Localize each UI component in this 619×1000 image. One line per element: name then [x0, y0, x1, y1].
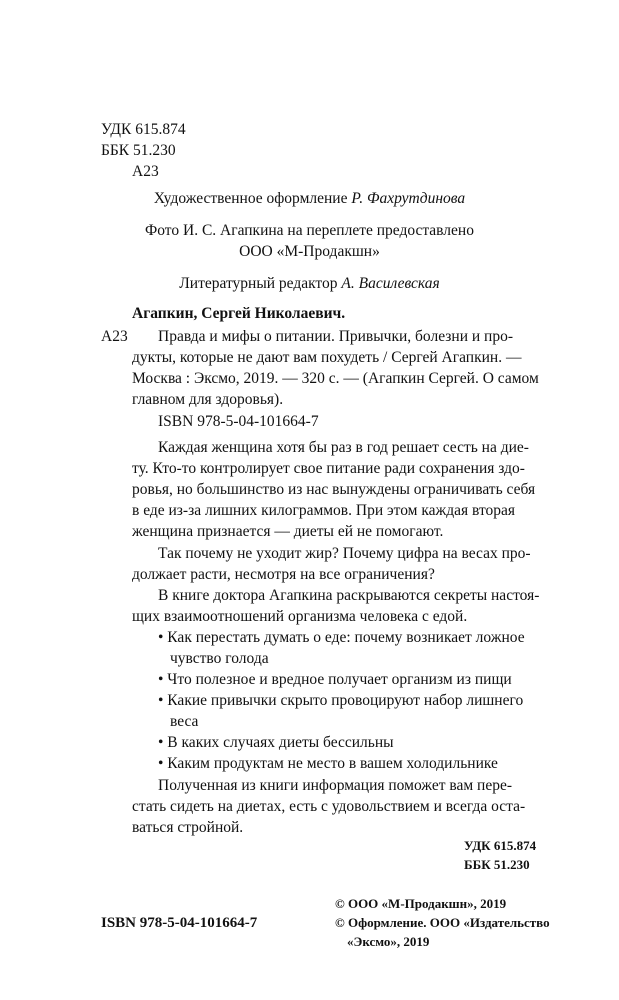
bibliography-author: Агапкин, Сергей Николаевич. — [132, 305, 346, 322]
bullet-item: • Что полезное и вредное получает организм из пищи — [158, 671, 512, 688]
photo-credit-line2: ООО «М-Продакшн» — [239, 243, 380, 260]
bullet-item: • Каким продуктам не место в вашем холодильнике — [158, 755, 498, 772]
bibliography-line: дукты, которые не дают вам похудеть / Сергей Агапкин. — — [132, 349, 522, 366]
bibliography-line: главном для здоровья). — [132, 391, 284, 408]
annotation-line: В книге доктора Агапкина раскрываются секреты настоя- — [158, 587, 540, 604]
annotation-line: щих взаимоотношений организма человека с едой. — [132, 608, 468, 625]
photo-credit-line1: Фото И. С. Агапкина на переплете предоставлено — [145, 222, 474, 239]
bullet-item-continuation: чувство голода — [170, 650, 269, 667]
bibliography-isbn: ISBN 978-5-04-101664-7 — [158, 413, 319, 430]
editor-credit-prefix: Литературный редактор — [179, 275, 338, 292]
author-mark: А23 — [132, 163, 159, 180]
annotation-line: ту. Кто-то контролирует свое питание ради сохранения здо- — [132, 460, 525, 477]
annotation-line: женщина признается — диеты ей не помогают. — [132, 523, 444, 540]
closing-line: стать сидеть на диетах, есть с удовольствием и всегда оста- — [132, 798, 526, 815]
annotation-line: в еде из-за лишних килограммов. При этом каждая вторая — [132, 502, 516, 519]
footer-udk-code: УДК 615.874 — [464, 838, 537, 853]
copyright-line: © Оформление. ООО «Издательство — [335, 915, 550, 930]
closing-line: ваться стройной. — [132, 819, 244, 836]
bullet-item: • Какие привычки скрыто провоцируют набор лишнего — [158, 692, 524, 709]
footer-isbn: ISBN 978-5-04-101664-7 — [101, 915, 258, 931]
bibliography-line: Правда и мифы о питании. Привычки, болезни и про- — [158, 328, 513, 345]
design-credit-name: Р. Фахрутдинова — [351, 190, 466, 207]
bibliography-mark: А23 — [101, 328, 128, 345]
design-credit — [0, 188, 619, 210]
editor-credit — [0, 273, 619, 295]
copyright-line: © ООО «М-Продакшн», 2019 — [335, 896, 507, 911]
annotation-line: ровья, но большинство из нас вынуждены ограничивать себя — [132, 481, 536, 498]
design-credit-prefix: Художественное оформление — [153, 190, 348, 207]
bbk-code: ББК 51.230 — [101, 142, 176, 159]
editor-credit-name: А. Василевская — [341, 275, 440, 292]
footer-bbk-code: ББК 51.230 — [464, 857, 530, 872]
copyright-line: «Эксмо», 2019 — [347, 934, 430, 949]
udk-code: УДК 615.874 — [101, 121, 186, 138]
bullet-item-continuation: веса — [170, 713, 199, 730]
annotation-line: Каждая женщина хотя бы раз в год решает сесть на дие- — [158, 439, 529, 456]
closing-line: Полученная из книги информация поможет вам пере- — [158, 777, 512, 794]
bullet-item: • В каких случаях диеты бессильны — [158, 734, 394, 751]
bullet-item: • Как перестать думать о еде: почему возникает ложное — [158, 629, 525, 646]
annotation-line: Так почему не уходит жир? Почему цифра на весах про- — [158, 545, 531, 562]
annotation-line: должает расти, несмотря на все ограничения? — [132, 566, 435, 583]
bibliography-line: Москва : Эксмо, 2019. — 320 с. — (Агапкин Сергей. О самом — [132, 370, 539, 387]
